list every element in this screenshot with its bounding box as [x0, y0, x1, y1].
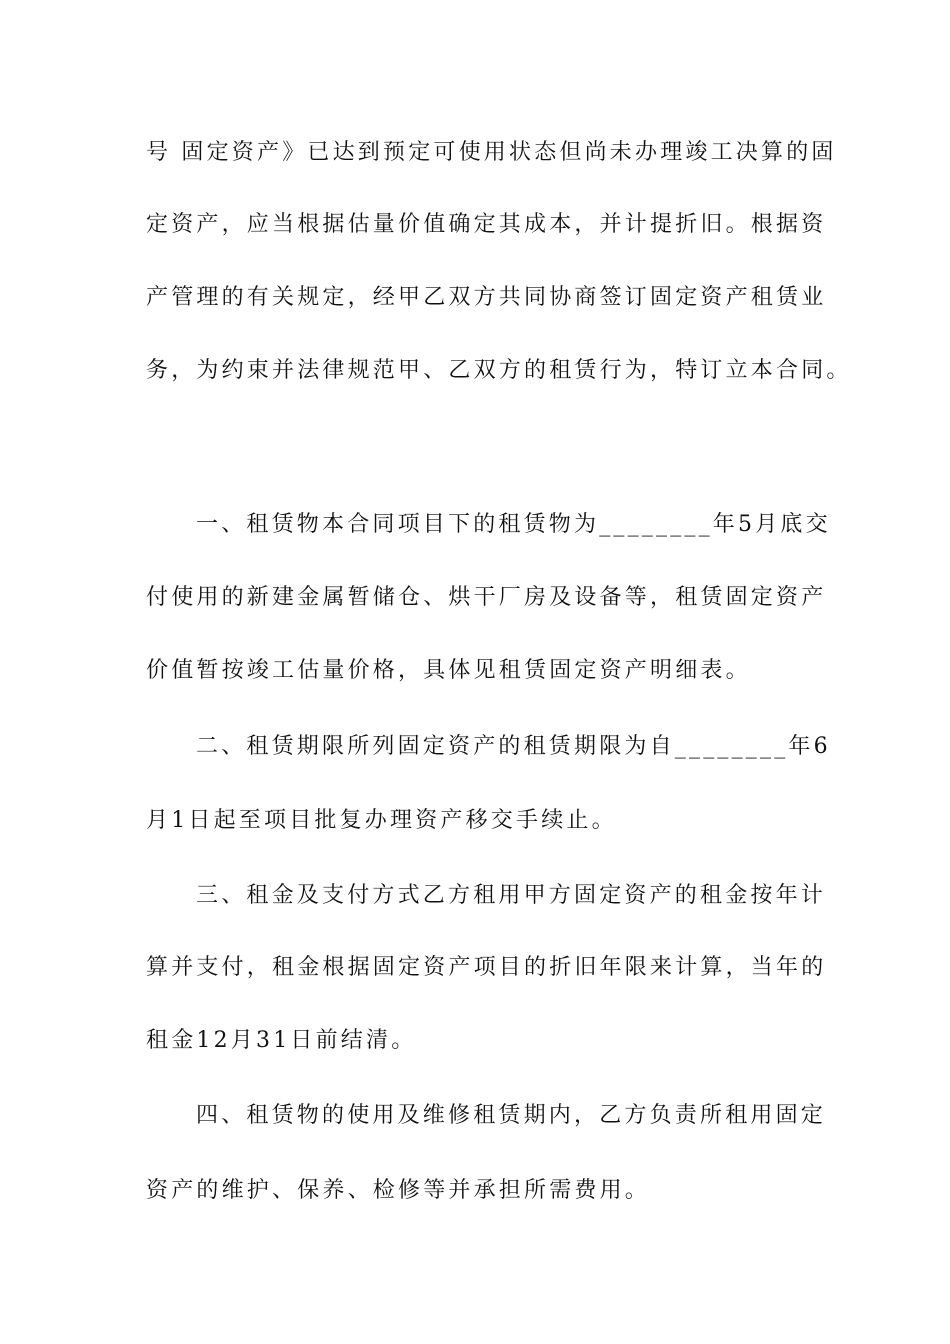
text-line: 四、租赁物的使用及维修租赁期内，乙方负责所租用固定 [196, 1103, 827, 1128]
text-line: 定资产，应当根据估量价值确定其成本，并计提折旧。根据资 [146, 212, 827, 237]
text-line: 务，为约束并法律规范甲、乙双方的租赁行为，特订立本合同。 [146, 358, 852, 383]
text-line: 月1日起至项目批复办理资产移交手续止。 [146, 808, 617, 833]
text-line: 产管理的有关规定，经甲乙双方共同协商签订固定资产租赁业 [146, 285, 827, 310]
text-line: 号 固定资产》已达到预定可使用状态但尚未办理竣工决算的固 [146, 140, 837, 165]
text-line: 算并支付，租金根据固定资产项目的折旧年限来计算，当年的 [146, 955, 827, 980]
text-line: 二、租赁期限所列固定资产的租赁期限为自________年6 [196, 734, 831, 759]
text-line: 一、租赁物本合同项目下的租赁物为________年5月底交 [196, 512, 831, 537]
text-line: 付使用的新建金属暂储仓、烘干厂房及设备等，租赁固定资产 [146, 585, 827, 610]
text-line: 资产的维护、保养、检修等并承担所需费用。 [146, 1178, 651, 1203]
text-line: 三、租金及支付方式乙方租用甲方固定资产的租金按年计 [196, 883, 827, 908]
text-line: 租金12月31日前结清。 [146, 1028, 417, 1053]
text-line: 价值暂按竣工估量价格，具体见租赁固定资产明细表。 [146, 658, 751, 683]
